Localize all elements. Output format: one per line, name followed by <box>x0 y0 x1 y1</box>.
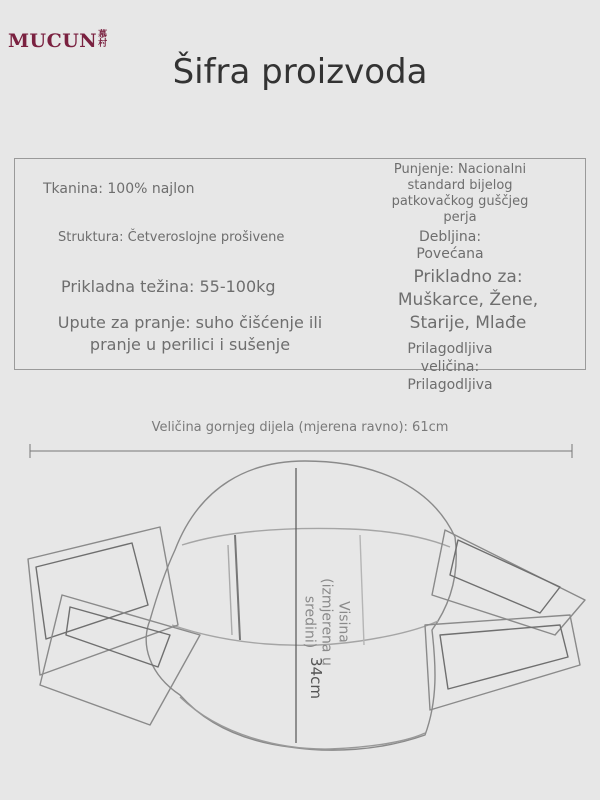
spec-wash-line-1: Upute za pranje: suho čišćenje ili <box>57 313 323 332</box>
height-value: 34cm <box>307 657 325 699</box>
width-dimension-line <box>30 444 572 458</box>
strap-lower-left-patch <box>66 607 170 667</box>
spec-suitable-line-1: Prikladno za: <box>413 267 523 287</box>
seam-left-2 <box>228 545 232 635</box>
strap-lower-right-patch <box>440 625 568 689</box>
crease-top <box>182 528 450 547</box>
strap-upper-right-patch <box>450 540 560 613</box>
spec-filling <box>370 162 550 226</box>
spec-size <box>380 340 520 394</box>
bottom-band <box>180 697 425 749</box>
spec-weight: Prikladna težina: 55-100kg <box>61 277 276 296</box>
spec-filling-line-2: standard bijelog <box>407 178 513 193</box>
top-width-label: Veličina gornjeg dijela (mjerena ravno): 61cm <box>151 420 449 435</box>
spec-wash <box>40 312 340 356</box>
height-label-line-1: Visina <box>335 601 352 643</box>
height-label-line-3: sredini) <box>301 595 318 649</box>
spec-size-line-2: veličina: <box>420 359 480 375</box>
spec-suitable <box>368 266 568 335</box>
seam-right <box>360 535 364 645</box>
spec-thickness-line-2: Povećana <box>416 246 484 262</box>
spec-suitable-line-3: Starije, Mlađe <box>409 313 527 333</box>
spec-filling-line-1: Punjenje: Nacionalni <box>393 162 527 177</box>
spec-size-line-1: Prilagodljiva <box>407 341 493 357</box>
spec-structure: Struktura: Četveroslojne prošivene <box>58 230 285 245</box>
height-label <box>301 578 352 666</box>
spec-filling-line-4: perja <box>443 210 477 225</box>
spec-thickness-line-1: Debljina: <box>418 229 482 245</box>
brand-logo: MUCUN慕村 <box>8 30 108 52</box>
seam-left <box>235 535 240 640</box>
spec-size-line-3: Prilagodljiva <box>407 377 493 393</box>
spec-thickness <box>390 229 510 263</box>
spec-fabric: Tkanina: 100% najlon <box>43 181 195 197</box>
page-title: Šifra proizvoda <box>172 52 428 92</box>
brand-logo-cn: 慕村 <box>98 30 108 49</box>
spec-wash-line-2: pranje u perilici i sušenje <box>89 335 291 354</box>
height-label-line-2: (izmjerena u <box>318 578 335 666</box>
spec-filling-line-3: patkovačkog guščjeg <box>391 194 529 209</box>
spec-suitable-line-2: Muškarce, Žene, <box>397 290 539 310</box>
